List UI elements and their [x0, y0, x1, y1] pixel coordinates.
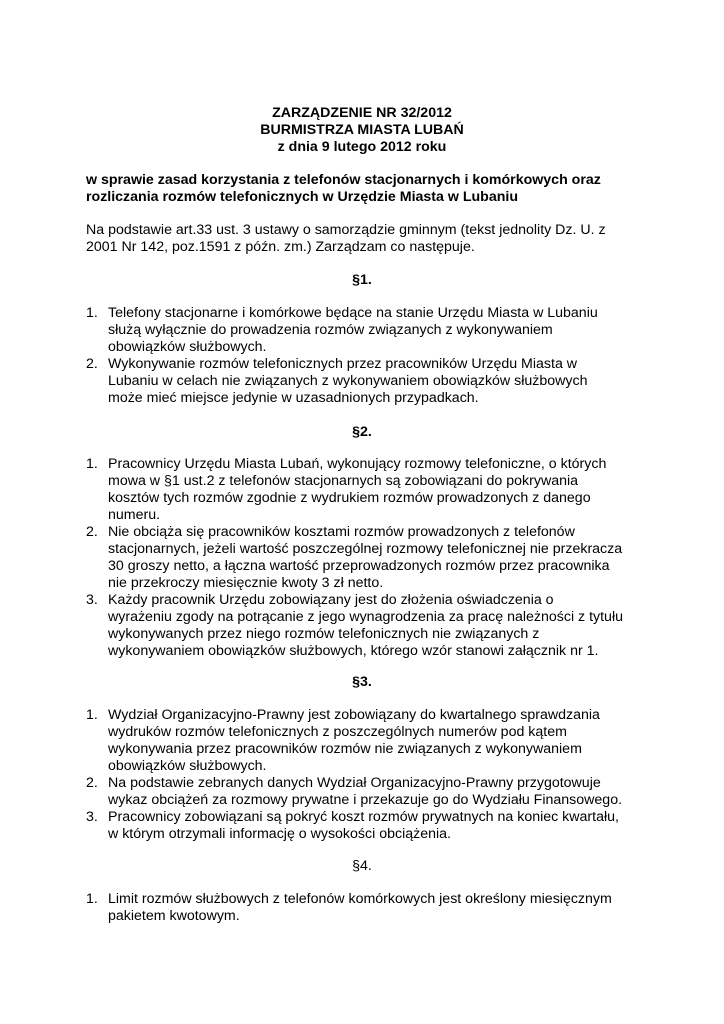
item-line: Pracownicy Urzędu Miasta Lubań, wykonujący rozmowy telefoniczne, o których [108, 456, 607, 472]
subject-line: rozliczania rozmów telefonicznych w Urzędzie Miasta w Lubaniu [86, 189, 519, 205]
header-title: ZARZĄDZENIE NR 32/2012 [272, 105, 452, 121]
item-line: wykonywanych przez niego rozmów telefonicznych nie związanych z [108, 626, 540, 642]
section-3-title: §3. [352, 674, 372, 690]
item-line: w którym otrzymali informację o wysokości obciążenia. [108, 826, 451, 842]
item-number: 1. [86, 707, 98, 723]
document-header [0, 105, 724, 156]
item-line: wykaz obciążeń za rozmowy prywatne i przekazuje go do Wydziału Finansowego. [108, 792, 623, 808]
item-line: 30 groszy netto, a łączna wartość przeprowadzonych rozmów przez pracownika [108, 558, 610, 574]
item-line: numeru. [108, 507, 161, 523]
item-line: obowiązków służbowych. [108, 339, 267, 355]
section-4-list [86, 891, 646, 925]
subject-line: w sprawie zasad korzystania z telefonów stacjonarnych i komórkowych oraz [86, 172, 601, 188]
list-item [86, 305, 646, 356]
item-line: obowiązków służbowych. [108, 758, 267, 774]
item-number: 2. [86, 356, 98, 372]
header-issuer: BURMISTRZA MIASTA LUBAŃ [260, 122, 464, 138]
item-line: nie przekroczy miesięcznie kwoty 3 zł netto. [108, 575, 384, 591]
item-line: wyrażeniu zgody na potrącanie z jego wynagrodzenia za pracę należności z tytułu [108, 609, 623, 625]
item-number: 1. [86, 305, 98, 321]
item-line: wydruków rozmów telefonicznych z poszczególnych numerów pod kątem [108, 724, 567, 740]
item-line: mowa w §1 ust.2 z telefonów stacjonarnych są zobowiązani do pokrywania [108, 473, 579, 489]
item-number: 1. [86, 891, 98, 907]
item-line: kosztów tych rozmów zgodnie z wydrukiem rozmów prowadzonych z danego [108, 490, 591, 506]
item-line: Lubaniu w celach nie związanych z wykonywaniem obowiązków służbowych [108, 373, 588, 389]
item-line: służą wyłącznie do prowadzenia rozmów związanych z wykonywaniem [108, 322, 553, 338]
list-item [86, 775, 646, 809]
item-line: Wykonywanie rozmów telefonicznych przez pracowników Urzędu Miasta w [108, 356, 578, 372]
list-item [86, 592, 646, 660]
section-4-title: §4. [352, 858, 372, 874]
section-2-title: §2. [352, 424, 372, 440]
item-line: pakietem kwotowym. [108, 908, 240, 924]
list-item [86, 456, 646, 524]
item-line: Telefony stacjonarne i komórkowe będące na stanie Urzędu Miasta w Lubaniu [108, 305, 598, 321]
item-line: Pracownicy zobowiązani są pokryć koszt rozmów prywatnych na koniec kwartału, [108, 809, 619, 825]
item-number: 2. [86, 524, 98, 540]
section-1-title: §1. [352, 272, 372, 288]
item-line: Nie obciąża się pracowników kosztami rozmów prowadzonych z telefonów [108, 524, 575, 540]
list-item [86, 524, 646, 592]
item-number: 3. [86, 809, 98, 825]
item-line: wykonywania przez pracowników rozmów nie związanych z wykonywaniem [108, 741, 582, 757]
item-line: Każdy pracownik Urzędu zobowiązany jest do złożenia oświadczenia o [108, 592, 554, 608]
item-line: stacjonarnych, jeżeli wartość poszczególnej rozmowy telefonicznej nie przekracza [108, 541, 623, 557]
item-line: może mieć miejsce jedynie w uzasadnionych przypadkach. [108, 390, 479, 406]
basis-line: 2001 Nr 142, poz.1591 z późn. zm.) Zarządzam co następuje. [86, 239, 475, 255]
item-number: 3. [86, 592, 98, 608]
section-3-list [86, 707, 646, 843]
item-number: 2. [86, 775, 98, 791]
item-line: wykonywaniem obowiązków służbowych, którego wzór stanowi załącznik nr 1. [108, 643, 599, 659]
item-line: Limit rozmów służbowych z telefonów komórkowych jest określony miesięcznym [108, 891, 612, 907]
item-number: 1. [86, 456, 98, 472]
list-item [86, 809, 646, 843]
basis-line: Na podstawie art.33 ust. 3 ustawy o samorządzie gminnym (tekst jednolity Dz. U. z [86, 222, 606, 238]
item-line: Wydział Organizacyjno-Prawny jest zobowiązany do kwartalnego sprawdzania [108, 707, 600, 723]
document-subject [86, 172, 646, 206]
section-1-list [86, 305, 646, 407]
section-2-list [86, 456, 646, 660]
item-line: Na podstawie zebranych danych Wydział Organizacyjno-Prawny przygotowuje [108, 775, 601, 791]
list-item [86, 356, 646, 407]
legal-basis [86, 222, 646, 256]
list-item [86, 707, 646, 775]
header-date: z dnia 9 lutego 2012 roku [277, 139, 447, 155]
list-item [86, 891, 646, 925]
